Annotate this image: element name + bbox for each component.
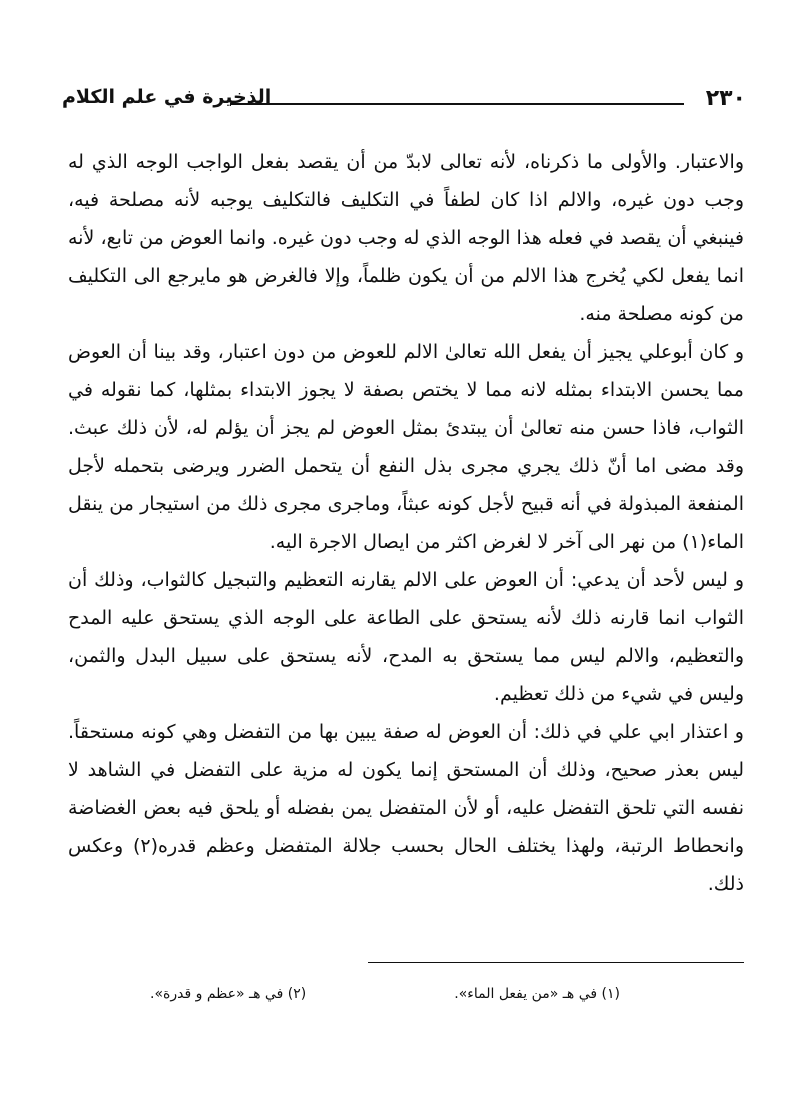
header-rule xyxy=(230,103,684,105)
paragraph: و كان أبوعلي يجيز أن يفعل الله تعالىٰ الالم للعوض من دون اعتبار، وقد بينا أن العوض مما يحسن الابتداء بمثله لانه مما لا يختص بصفة لا يجوز الابتداء بمثلها، كما نقوله في الثواب، فاذا حسن منه تعالىٰ أن يبتدئ بمثل العوض لم يجز أن يؤلم له، لأن ذلك عبث. وقد مضى اما أنّ ذلك يجري مجرى بذل النفع أن يتحمل الضرر ويرضى بتحمله لأجل المنفعة المبذولة في أنه قبيح لأجل كونه عبثاً، وماجرى مجرى ذلك من استيجار من ينقل الماء(١) من نهر الى آخر لا لغرض اكثر من ايصال الاجرة اليه. xyxy=(68,341,744,553)
footnote-1: (١) في هـ «من يفعل الماء». xyxy=(454,986,620,1002)
main-text xyxy=(68,143,744,903)
footnotes xyxy=(150,986,620,1010)
paragraph: والاعتبار. والأولى ما ذكرناه، لأنه تعالى لابدّ من أن يقصد بفعل الواجب الوجه الذي له وجب دون غيره، والالم اذا كان لطفاً في التكليف فالتكليف يوجبه لأنه مصلحة فيه، فينبغي أن يقصد في فعله هذا الوجه الذي له وجب دون غيره. وانما العوض من تابع، لأنه انما يفعل لكي يُخرج هذا الالم من أن يكون ظلماً، وإلا فالغرض هو مايرجع الى التكليف من كونه مصلحة منه. xyxy=(68,151,744,325)
paragraph: و اعتذار ابي علي في ذلك: أن العوض له صفة يبين بها من التفضل وهي كونه مستحقاً. ليس بعذر صحيح، وذلك أن المستحق إنما يكون له مزية على التفضل في الشاهد لا نفسه التي تلحق التفضل عليه، أو لأن المتفضل يمن بفضله أو يلحق فيه بعض الغضاضة وانحطاط الرتبة، ولهذا يختلف الحال بحسب جلالة المتفضل وعظم قدره(٢) وعكس ذلك. xyxy=(68,721,744,895)
footnote-2: (٢) في هـ «عظم و قدرة». xyxy=(150,986,307,1002)
paragraph: و ليس لأحد أن يدعي: أن العوض على الالم يقارنه التعظيم والتبجيل كالثواب، وذلك أن الثواب انما قارنه ذلك لأنه يستحق على الطاعة على الوجه الذي يستحق عليه المدح والتعظيم، والالم ليس مما يستحق به المدح، لأنه يستحق على سبيل البدل والثمن، وليس في شيء من ذلك تعظيم. xyxy=(68,569,744,705)
page-number: ٢٣٠ xyxy=(705,86,746,111)
footnote-rule xyxy=(368,962,744,963)
running-title: الذخيرة في علم الكلام xyxy=(62,86,272,108)
page-header xyxy=(62,84,746,118)
